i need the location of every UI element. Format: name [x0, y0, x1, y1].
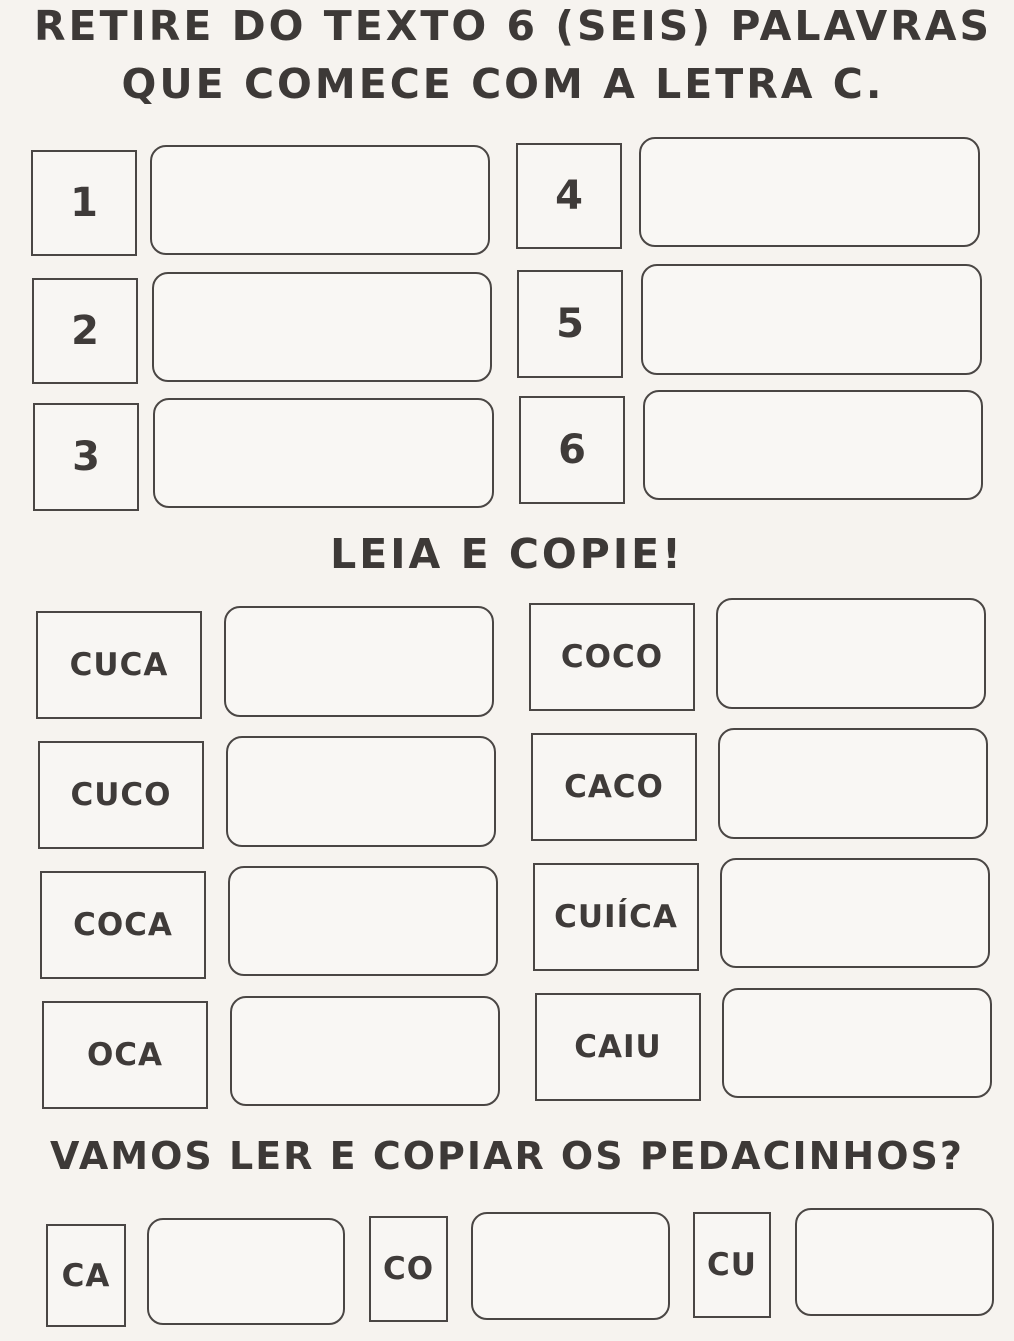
- copy-field-caco[interactable]: [718, 728, 988, 839]
- syllable-copy-field-cu[interactable]: [795, 1208, 994, 1316]
- copy-field-oca[interactable]: [230, 996, 500, 1106]
- answer-field-2[interactable]: [152, 272, 492, 382]
- number-box-3: 3: [33, 403, 139, 511]
- word-box-cuiica: CUIÍCA: [533, 863, 699, 971]
- word-box-cuco: CUCO: [38, 741, 204, 849]
- word-box-coca: COCA: [40, 871, 206, 979]
- number-box-4: 4: [516, 143, 622, 249]
- number-box-5: 5: [517, 270, 623, 378]
- copy-field-coco[interactable]: [716, 598, 986, 709]
- syllable-box-co: CO: [369, 1216, 448, 1322]
- word-box-oca: OCA: [42, 1001, 208, 1109]
- syllable-copy-field-ca[interactable]: [147, 1218, 345, 1325]
- answer-field-6[interactable]: [643, 390, 983, 500]
- copy-field-cuca[interactable]: [224, 606, 494, 717]
- answer-field-1[interactable]: [150, 145, 490, 255]
- section1-title-line1: RETIRE DO TEXTO 6 (SEIS) PALAVRAS: [33, 2, 993, 50]
- answer-field-4[interactable]: [639, 137, 980, 247]
- syllable-box-cu: CU: [693, 1212, 771, 1318]
- section1-title-line2: QUE COMECE COM A LETRA C.: [121, 60, 885, 108]
- answer-field-3[interactable]: [153, 398, 494, 508]
- number-box-2: 2: [32, 278, 138, 384]
- number-box-6: 6: [519, 396, 625, 504]
- word-box-caiu: CAIU: [535, 993, 701, 1101]
- copy-field-coca[interactable]: [228, 866, 498, 976]
- section2-title: LEIA E COPIE!: [330, 530, 684, 578]
- answer-field-5[interactable]: [641, 264, 982, 375]
- syllable-copy-field-co[interactable]: [471, 1212, 670, 1320]
- word-box-coco: COCO: [529, 603, 695, 711]
- copy-field-cuco[interactable]: [226, 736, 496, 847]
- syllable-box-ca: CA: [46, 1224, 126, 1327]
- number-box-1: 1: [31, 150, 137, 256]
- copy-field-cuiica[interactable]: [720, 858, 990, 968]
- word-box-cuca: CUCA: [36, 611, 202, 719]
- section3-title: VAMOS LER E COPIAR OS PEDACINHOS?: [50, 1134, 964, 1178]
- word-box-caco: CACO: [531, 733, 697, 841]
- copy-field-caiu[interactable]: [722, 988, 992, 1098]
